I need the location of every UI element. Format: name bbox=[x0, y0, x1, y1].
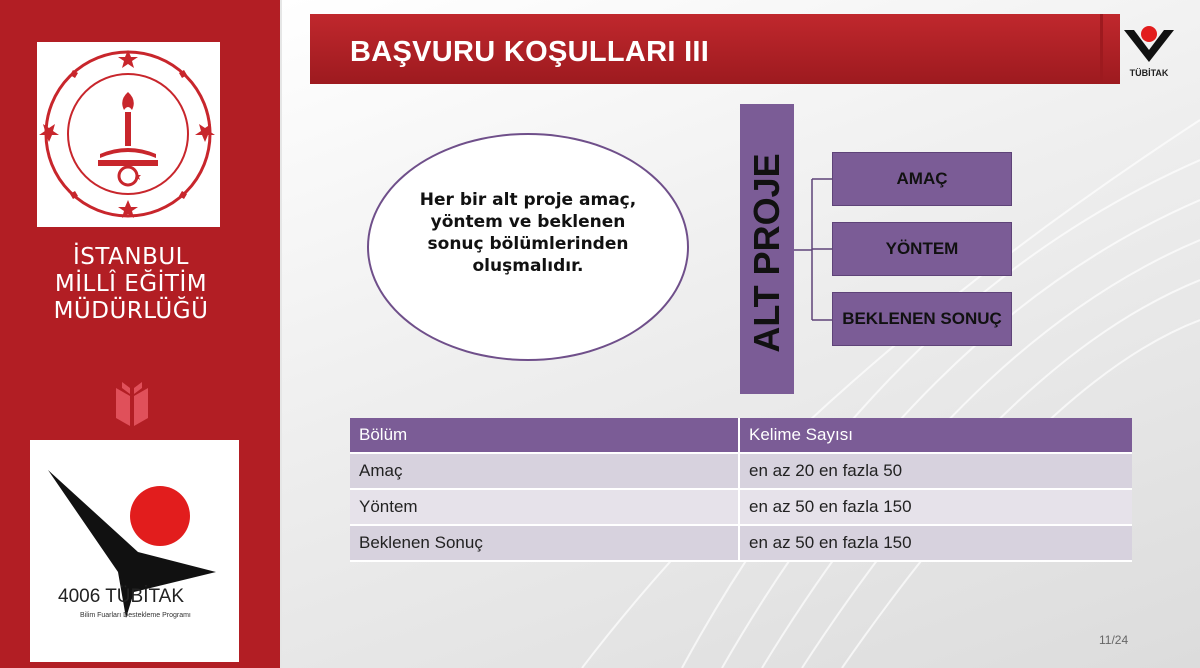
table-cell-section: Yöntem bbox=[350, 490, 740, 526]
table-cell-word-count: en az 50 en fazla 150 bbox=[740, 526, 1132, 562]
city-title-line-3: MÜDÜRLÜĞÜ bbox=[53, 298, 209, 324]
table-header-kelime-sayisi: Kelime Sayısı bbox=[740, 418, 1132, 454]
table-header-row bbox=[350, 418, 1132, 454]
alt-proje-label: ALT PROJE bbox=[746, 153, 787, 353]
left-panel bbox=[0, 0, 280, 668]
ministry-seal-icon bbox=[37, 42, 220, 227]
category-beklenen-sonuc: BEKLENEN SONUÇ bbox=[832, 292, 1012, 346]
city-title-line-1: İSTANBUL bbox=[72, 244, 189, 270]
table-header-bolum: Bölüm bbox=[350, 418, 740, 454]
table-row bbox=[350, 490, 1132, 526]
tubitak-brand bbox=[1120, 24, 1178, 86]
title-accent bbox=[1100, 14, 1103, 84]
city-title-line-2: MİLLÎ EĞİTİM bbox=[54, 271, 208, 297]
table-cell-word-count: en az 20 en fazla 50 bbox=[740, 454, 1132, 490]
tubitak-card-title: 4006 TÜBİTAK bbox=[58, 586, 185, 607]
category-amac: AMAÇ bbox=[832, 152, 1012, 206]
slide-title: BAŞVURU KOŞULLARI III bbox=[350, 36, 710, 68]
slide bbox=[282, 0, 1200, 668]
table-cell-section: Beklenen Sonuç bbox=[350, 526, 740, 562]
category-yontem: YÖNTEM bbox=[832, 222, 1012, 276]
info-oval-text: Her bir alt proje amaç, yöntem ve beklenen sonuç bölümlerinden oluşmalıdır. bbox=[419, 190, 637, 276]
table-row bbox=[350, 526, 1132, 562]
connector-lines bbox=[794, 150, 834, 350]
tubitak-4006-card bbox=[30, 440, 239, 662]
tubitak-card-subtitle: Bilim Fuarları Destekleme Programı bbox=[80, 612, 191, 619]
meb-logo bbox=[37, 42, 220, 227]
word-count-table bbox=[350, 418, 1132, 562]
tubitak-brand-label: TÜBİTAK bbox=[1129, 68, 1169, 78]
page-number: 11/24 bbox=[1099, 633, 1129, 647]
table-cell-section: Amaç bbox=[350, 454, 740, 490]
open-book-icon bbox=[114, 382, 150, 428]
table-cell-word-count: en az 50 en fazla 150 bbox=[740, 490, 1132, 526]
tubitak-brand-icon bbox=[1120, 24, 1178, 64]
city-title bbox=[0, 244, 262, 325]
table-row bbox=[350, 454, 1132, 490]
